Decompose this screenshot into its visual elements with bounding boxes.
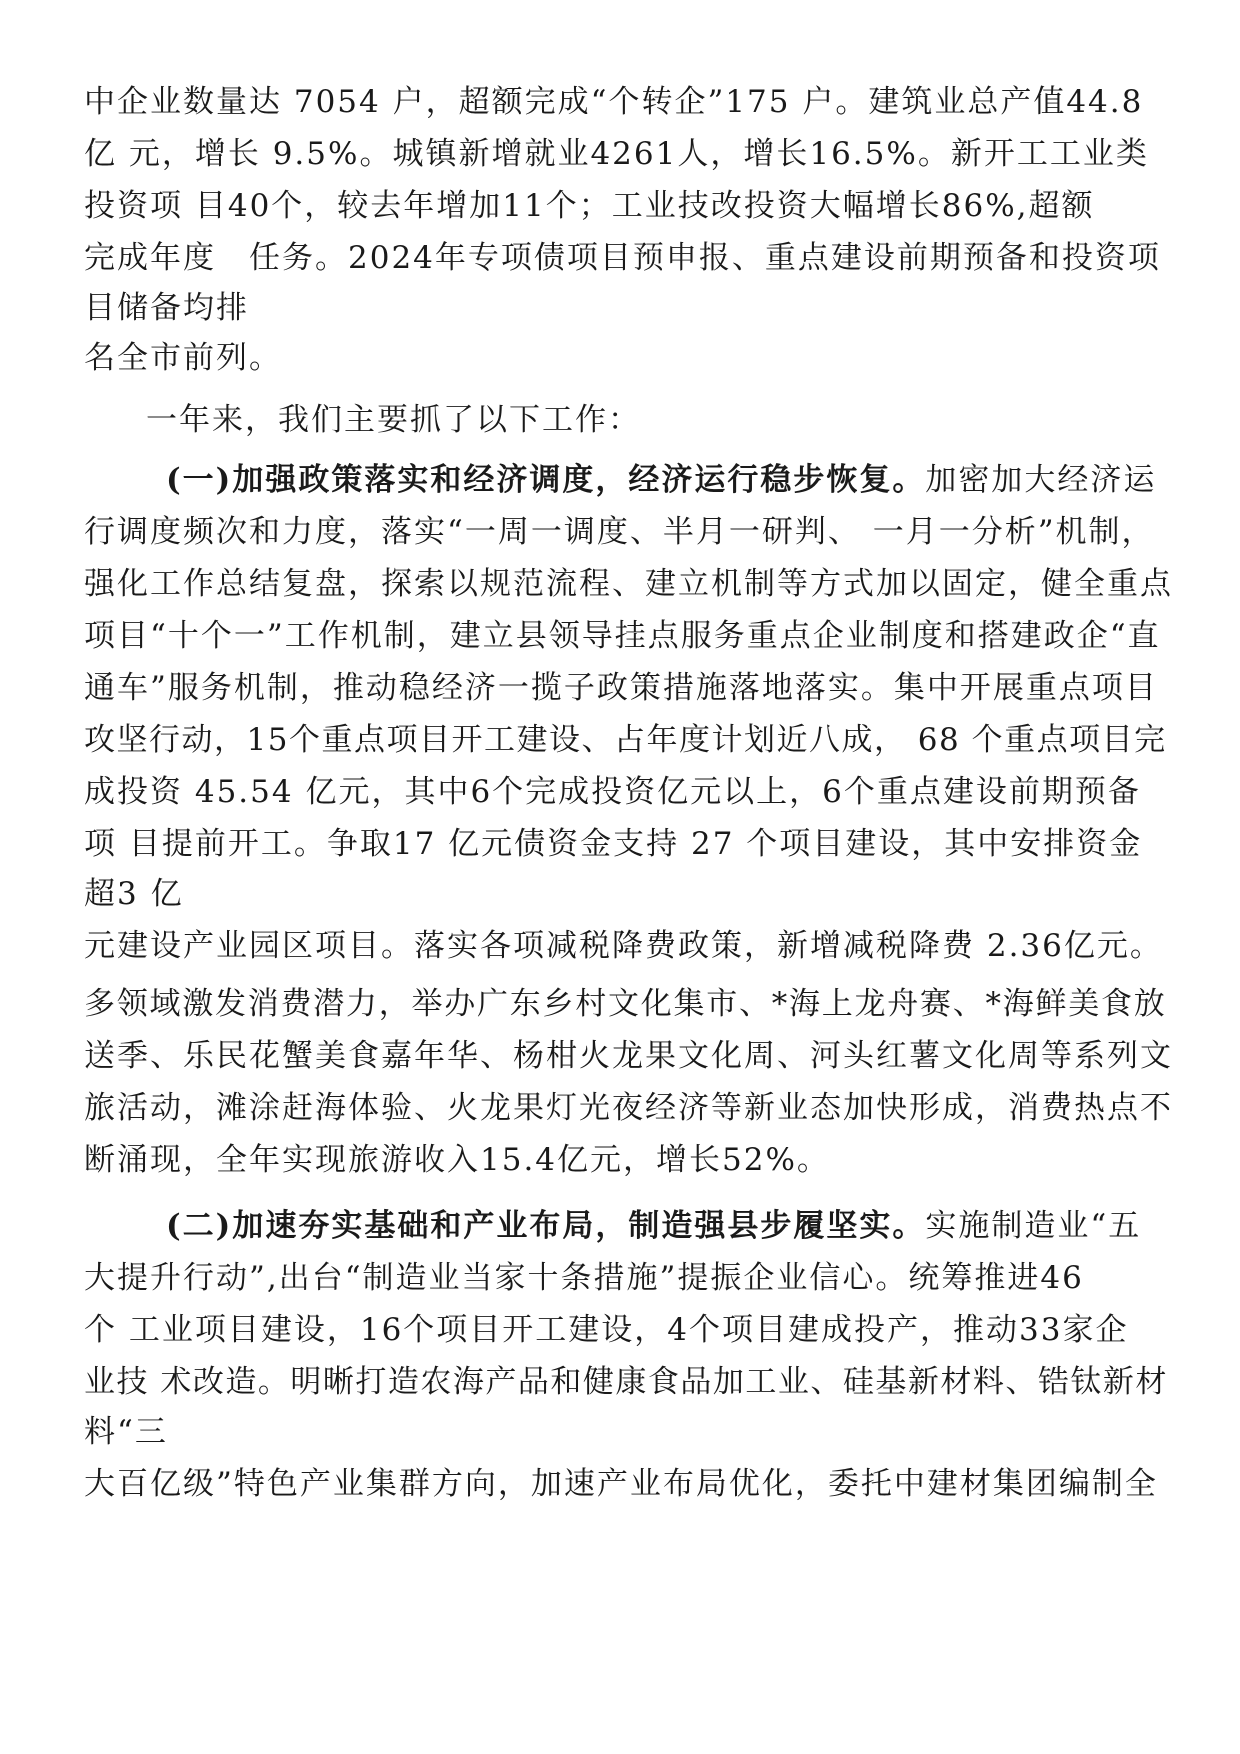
text-line: 业技 术改造。明晰打造农海产品和健康食品加工业、硅基新材料、锆钛新材: [84, 1364, 1168, 1400]
text-line: 攻坚行动，15个重点项目开工建设、占年度计划近八成， 68 个重点项目完: [84, 722, 1167, 758]
text-line: 大百亿级”特色产业集群方向，加速产业布局优化，委托中建材集团编制全: [84, 1466, 1158, 1502]
section-heading-2: (二)加速夯实基础和产业布局，制造强县步履坚实。: [166, 1208, 926, 1244]
text-line: 目储备均排: [84, 290, 249, 326]
text-line: 项 目提前开工。争取17 亿元债资金支持 27 个项目建设，其中安排资金: [84, 826, 1143, 862]
section-heading-line: [166, 1206, 1141, 1246]
text-line: 多领域激发消费潜力，举办广东乡村文化集市、*海上龙舟赛、*海鲜美食放: [84, 986, 1167, 1022]
text-line: 项目“十个一”工作机制，建立县领导挂点服务重点企业制度和搭建政企“直: [84, 618, 1161, 654]
text-line: 旅活动，滩涂赶海体验、火龙果灯光夜经济等新业态加快形成，消费热点不: [84, 1090, 1173, 1126]
text-line: 投资项 目40个，较去年增加11个；工业技改投资大幅增长86%,超额: [84, 188, 1095, 224]
text-line: 亿 元，增长 9.5%。城镇新增就业4261人，增长16.5%。新开工工业类: [84, 136, 1149, 172]
paragraph-intro: 一年来，我们主要抓了以下工作：: [146, 402, 641, 438]
text-line: 元建设产业园区项目。落实各项减税降费政策，新增减税降费 2.36亿元。: [84, 928, 1163, 964]
text-line: 行调度频次和力度，落实“一周一调度、半月一研判、 一月一分析”机制，: [84, 514, 1155, 550]
section-heading-1: (一)加强政策落实和经济调度，经济运行稳步恢复。: [166, 462, 926, 498]
text-line: 强化工作总结复盘，探索以规范流程、建立机制等方式加以固定，健全重点: [84, 566, 1173, 602]
text-line: 加密加大经济运: [925, 462, 1157, 498]
text-line: 断涌现，全年实现旅游收入15.4亿元，增长52%。: [84, 1142, 830, 1178]
text-line: 超3 亿: [84, 876, 184, 912]
text-line: 实施制造业“五: [925, 1208, 1142, 1244]
section-heading-line: [166, 460, 1156, 500]
text-line: 大提升行动”,出台“制造业当家十条措施”提振企业信心。统筹推进46: [84, 1260, 1084, 1296]
text-line: 完成年度 任务。2024年专项债项目预申报、重点建设前期预备和投资项: [84, 240, 1161, 276]
text-line: 通车”服务机制，推动稳经济一揽子政策措施落地落实。集中开展重点项目: [84, 670, 1158, 706]
text-line: 成投资 45.54 亿元，其中6个完成投资亿元以上，6个重点建设前期预备: [84, 774, 1141, 810]
text-line: 中企业数量达 7054 户，超额完成“个转企”175 户。建筑业总产值44.8: [84, 84, 1144, 120]
text-line: 送季、乐民花蟹美食嘉年华、杨柑火龙果文化周、河头红薯文化周等系列文: [84, 1038, 1173, 1074]
text-line: 名全市前列。: [84, 340, 282, 376]
text-line: 个 工业项目建设，16个项目开工建设，4个项目建成投产，推动33家企: [84, 1312, 1129, 1348]
text-line: 料“三: [84, 1414, 168, 1450]
